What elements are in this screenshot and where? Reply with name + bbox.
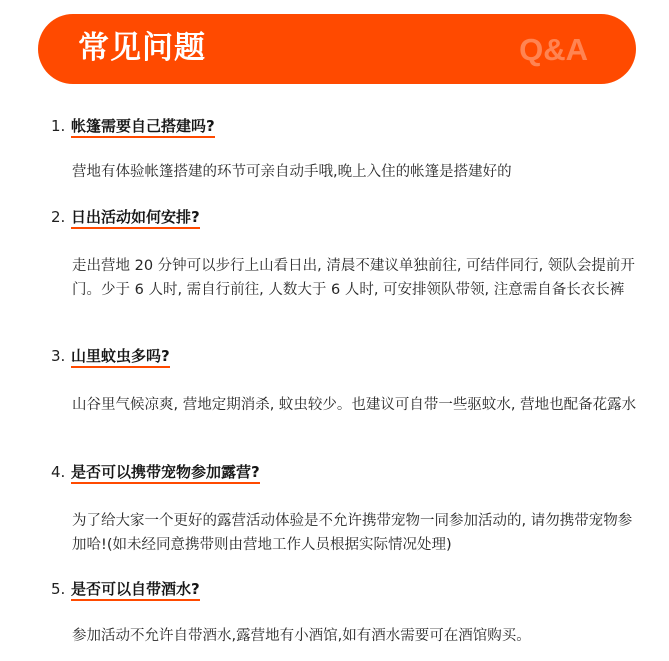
- question-number: 2.: [51, 208, 66, 226]
- qa-badge: Q&A: [519, 32, 588, 67]
- faq-question-1: [51, 115, 215, 137]
- faq-answer-1: 营地有体验帐篷搭建的环节可亲自动手哦,晚上入住的帐篷是搭建好的: [72, 164, 512, 180]
- faq-question-4: [51, 461, 260, 483]
- question-number: 3.: [51, 347, 66, 365]
- question-text: 山里蚊虫多吗?: [71, 347, 170, 365]
- faq-question-3: [51, 345, 170, 367]
- faq-question-2: [51, 206, 200, 228]
- question-number: 4.: [51, 463, 66, 481]
- question-text: 日出活动如何安排?: [71, 208, 200, 226]
- question-text: 是否可以携带宠物参加露营?: [71, 463, 260, 481]
- faq-question-5: [51, 578, 200, 600]
- question-number: 5.: [51, 580, 66, 598]
- faq-answer-5: 参加活动不允许自带酒水,露营地有小酒馆,如有酒水需要可在酒馆购买。: [72, 628, 531, 644]
- question-text: 帐篷需要自己搭建吗?: [71, 117, 215, 135]
- faq-answer-4: 为了给大家一个更好的露营活动体验是不允许携带宠物一同参加活动的, 请勿携带宠物参加哈!(如未经同意携带则由营地工作人员根据实际情况处理): [72, 513, 633, 553]
- faq-answer-2: 走出营地 20 分钟可以步行上山看日出, 清晨不建议单独前往, 可结伴同行, 领队会提前开门。少于 6 人时, 需自行前往, 人数大于 6 人时, 可安排领队带领, 注意需自备长衣长裤: [72, 258, 635, 298]
- faq-answer-3: 山谷里气候凉爽, 营地定期消杀, 蚊虫较少。也建议可自带一些驱蚊水, 营地也配备花露水: [72, 397, 637, 413]
- faq-header-banner: [38, 14, 636, 84]
- question-text: 是否可以自带酒水?: [71, 580, 200, 598]
- question-number: 1.: [51, 117, 66, 135]
- page-title: 常见问题: [78, 30, 206, 66]
